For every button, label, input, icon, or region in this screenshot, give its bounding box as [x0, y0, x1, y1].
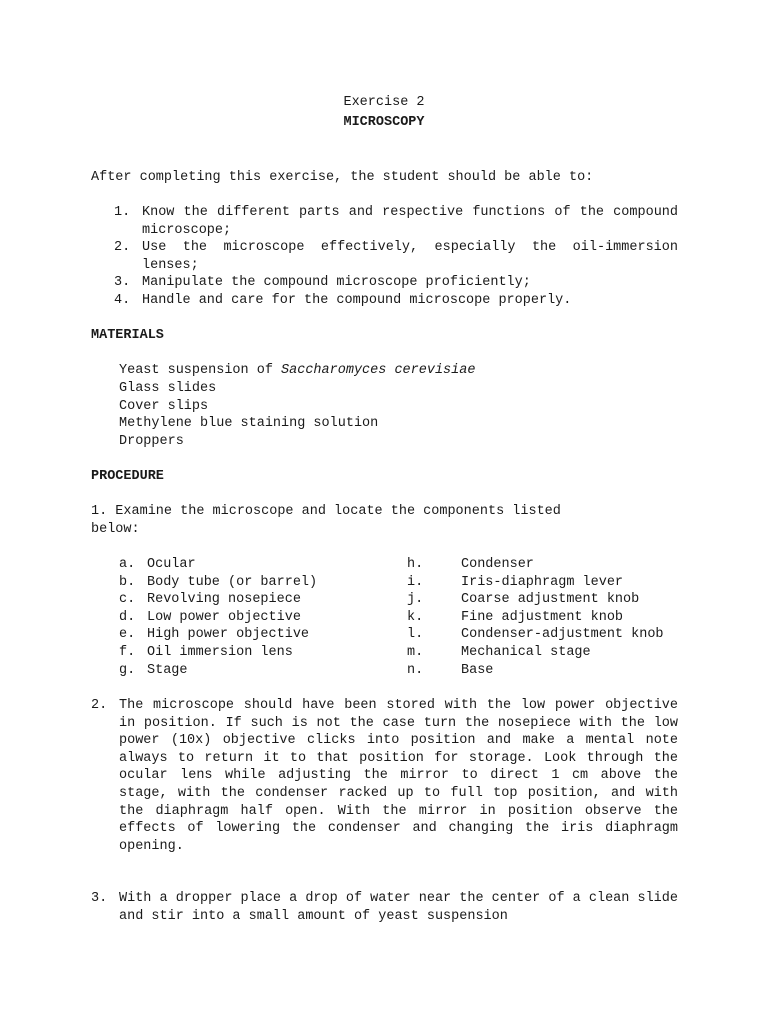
component-letter: h. [407, 557, 424, 572]
objective-text: Use the microscope effectively, especially the oil-immersion lenses; [142, 240, 678, 273]
component-name: Body tube (or barrel) [147, 575, 318, 590]
step-number: 3. [91, 891, 108, 906]
component-name: Fine adjustment knob [461, 610, 624, 625]
objective-text: Manipulate the compound microscope proficiently; [142, 275, 531, 290]
component-letter: g. [119, 663, 136, 678]
material-prefix: Yeast suspension of [119, 363, 282, 378]
list-item: Glass slides [119, 381, 217, 396]
component-name: Base [461, 663, 494, 678]
component-letter: f. [119, 645, 136, 660]
component-letter: b. [119, 575, 136, 590]
step2-text: The microscope should have been stored with the low power objective in position. If such is not the case turn the nosepiece with the low power (10x) objective clicks into position and make a mental note always to return it to that position for storage. Look through the ocular lens while adjusting the mirror to direct 1 cm above the stage, with the condenser racked up to full top position, and with the diaphragm half open. With the mirror in position observe the effects of lowering the condenser and changing the iris diaphragm opening. [119, 698, 678, 854]
component-name: Condenser [461, 557, 534, 572]
step3-text: With a dropper place a drop of water near the center of a clean slide and stir into a small amount of yeast suspension [119, 891, 678, 924]
species-name: Saccharomyces cerevisiae [281, 363, 476, 378]
intro-text: After completing this exercise, the student should be able to: [91, 170, 594, 185]
step1-text: below: [91, 522, 140, 537]
objective-number: 2. [114, 240, 131, 255]
component-letter: e. [119, 627, 136, 642]
objective-text: Handle and care for the compound microscope properly. [142, 293, 572, 308]
component-letter: j. [407, 592, 424, 607]
component-letter: m. [407, 645, 424, 660]
component-name: High power objective [147, 627, 310, 642]
component-letter: c. [119, 592, 136, 607]
component-name: Oil immersion lens [147, 645, 293, 660]
step1-text: 1. Examine the microscope and locate the components listed [91, 504, 561, 519]
component-name: Iris-diaphragm lever [461, 575, 624, 590]
list-item: Methylene blue staining solution [119, 416, 379, 431]
component-name: Stage [147, 663, 188, 678]
component-letter: n. [407, 663, 424, 678]
exercise-number: Exercise 2 [343, 95, 425, 110]
component-name: Revolving nosepiece [147, 592, 301, 607]
page-title: MICROSCOPY [343, 115, 425, 130]
list-item [119, 362, 475, 380]
objective-text: Know the different parts and respective functions of the compound microscope; [142, 205, 678, 238]
procedure-heading: PROCEDURE [91, 469, 164, 484]
component-name: Low power objective [147, 610, 301, 625]
component-letter: a. [119, 557, 136, 572]
list-item: Cover slips [119, 399, 209, 414]
component-letter: i. [407, 575, 424, 590]
list-item: Droppers [119, 434, 184, 449]
materials-heading: MATERIALS [91, 328, 164, 343]
component-name: Mechanical stage [461, 645, 591, 660]
objective-number: 1. [114, 205, 131, 220]
component-letter: d. [119, 610, 136, 625]
component-name: Ocular [147, 557, 196, 572]
component-name: Condenser-adjustment knob [461, 627, 664, 642]
objective-number: 4. [114, 293, 131, 308]
component-letter: l. [407, 627, 424, 642]
component-letter: k. [407, 610, 424, 625]
step-number: 2. [91, 698, 108, 713]
component-name: Coarse adjustment knob [461, 592, 640, 607]
objective-number: 3. [114, 275, 131, 290]
